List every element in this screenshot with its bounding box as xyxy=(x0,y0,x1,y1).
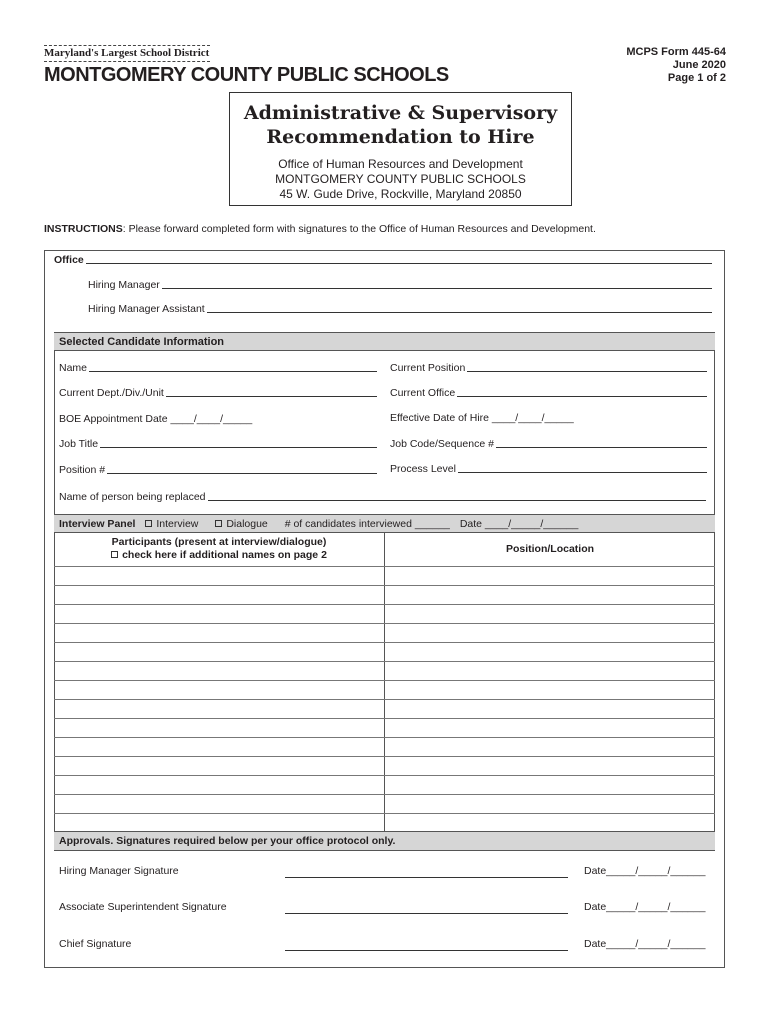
name-input-line[interactable] xyxy=(89,362,377,372)
current-position-field[interactable] xyxy=(390,362,707,374)
hiring-manager-signature-label: Hiring Manager Signature xyxy=(59,865,179,877)
table-row[interactable] xyxy=(54,623,715,624)
page-number: Page 1 of 2 xyxy=(667,72,726,84)
table-row[interactable] xyxy=(54,699,715,700)
hiring-manager-field[interactable] xyxy=(88,279,712,291)
candidates-interviewed-field[interactable]: # of candidates interviewed ______ xyxy=(284,518,450,530)
name-label: Name xyxy=(59,362,88,374)
hiring-manager-signature-line[interactable] xyxy=(285,877,568,878)
boe-date-field[interactable] xyxy=(59,413,377,425)
office-field[interactable] xyxy=(54,254,712,266)
replaced-person-input-line[interactable] xyxy=(208,491,706,501)
assoc-superintendent-signature-label: Associate Superintendent Signature xyxy=(59,901,227,913)
chief-signature-line[interactable] xyxy=(285,950,568,951)
hiring-manager-assistant-field[interactable] xyxy=(88,303,712,315)
additional-names-option[interactable] xyxy=(54,549,384,562)
current-office-label: Current Office xyxy=(390,387,456,399)
form-title-line1: Administrative & Supervisory xyxy=(243,102,558,124)
participants-header-line1: Participants (present at interview/dialogue) xyxy=(111,536,327,548)
interview-option-label: Interview xyxy=(156,518,199,530)
column-divider xyxy=(384,533,385,832)
participants-table xyxy=(54,533,715,832)
table-row[interactable] xyxy=(54,813,715,814)
hiring-manager-input-line[interactable] xyxy=(162,279,712,289)
replaced-person-field[interactable] xyxy=(59,491,706,503)
org-address: 45 W. Gude Drive, Rockville, Maryland 20850 xyxy=(279,187,522,201)
table-row[interactable] xyxy=(54,604,715,605)
office-name: Office of Human Resources and Development xyxy=(278,157,523,171)
instructions xyxy=(44,223,596,235)
position-number-input-line[interactable] xyxy=(107,464,377,474)
effective-date-field[interactable] xyxy=(390,412,707,424)
table-row[interactable] xyxy=(54,737,715,738)
interview-checkbox[interactable] xyxy=(145,520,152,527)
process-level-label: Process Level xyxy=(390,463,456,475)
dialogue-option[interactable] xyxy=(215,518,274,530)
boe-date-label[interactable]: BOE Appointment Date ____/____/_____ xyxy=(59,413,253,425)
job-code-field[interactable] xyxy=(390,438,707,450)
dialogue-option-label: Dialogue xyxy=(226,518,268,530)
interview-option[interactable] xyxy=(145,518,205,530)
approvals-bar xyxy=(54,832,715,851)
instructions-label: INSTRUCTIONS xyxy=(44,223,123,235)
form-identifier xyxy=(626,46,726,85)
hiring-manager-assistant-input-line[interactable] xyxy=(207,303,712,313)
current-dept-label: Current Dept./Div./Unit xyxy=(59,387,164,399)
candidate-section-heading: Selected Candidate Information xyxy=(54,332,715,351)
title-box xyxy=(229,92,572,206)
interview-panel-bar xyxy=(54,514,715,533)
form-date: June 2020 xyxy=(672,59,726,71)
table-row[interactable] xyxy=(54,642,715,643)
form-number: MCPS Form 445-64 xyxy=(626,46,726,58)
position-number-label: Position # xyxy=(59,464,106,476)
job-code-label: Job Code/Sequence # xyxy=(390,438,494,450)
approvals-label: Approvals. xyxy=(59,835,114,847)
position-number-field[interactable] xyxy=(59,464,377,476)
table-row[interactable] xyxy=(54,775,715,776)
office-input-line[interactable] xyxy=(86,254,712,264)
table-row[interactable] xyxy=(54,718,715,719)
chief-signature-date[interactable]: Date_____/_____/______ xyxy=(584,938,706,950)
district-tagline: Maryland's Largest School District xyxy=(44,45,210,62)
current-office-field[interactable] xyxy=(390,387,707,399)
hiring-manager-label: Hiring Manager xyxy=(88,279,160,291)
process-level-field[interactable] xyxy=(390,463,707,475)
additional-names-checkbox[interactable] xyxy=(111,551,118,558)
participants-column-header xyxy=(54,536,384,562)
replaced-person-label: Name of person being replaced xyxy=(59,491,206,503)
job-title-label: Job Title xyxy=(59,438,99,450)
district-name: MONTGOMERY COUNTY PUBLIC SCHOOLS xyxy=(44,64,449,86)
interview-panel-label: Interview Panel xyxy=(59,518,136,530)
effective-date-label[interactable]: Effective Date of Hire ____/____/_____ xyxy=(390,412,574,424)
current-position-label: Current Position xyxy=(390,362,466,374)
hiring-manager-assistant-label: Hiring Manager Assistant xyxy=(88,303,205,315)
current-dept-input-line[interactable] xyxy=(166,387,377,397)
instructions-text: : Please forward completed form with signatures to the Office of Human Resources and Development. xyxy=(122,223,596,235)
table-row[interactable] xyxy=(54,756,715,757)
table-row[interactable] xyxy=(54,794,715,795)
org-name: MONTGOMERY COUNTY PUBLIC SCHOOLS xyxy=(275,172,526,186)
office-label: Office xyxy=(54,254,84,266)
table-row[interactable] xyxy=(54,585,715,586)
hiring-manager-signature-date[interactable]: Date_____/_____/______ xyxy=(584,865,706,877)
job-code-input-line[interactable] xyxy=(496,438,707,448)
table-row[interactable] xyxy=(54,661,715,662)
assoc-superintendent-signature-date[interactable]: Date_____/_____/______ xyxy=(584,901,706,913)
process-level-input-line[interactable] xyxy=(458,463,707,473)
additional-names-label: check here if additional names on page 2 xyxy=(122,549,327,561)
dialogue-checkbox[interactable] xyxy=(215,520,222,527)
table-row[interactable] xyxy=(54,566,715,567)
name-field[interactable] xyxy=(59,362,377,374)
current-dept-field[interactable] xyxy=(59,387,377,399)
position-location-column-header: Position/Location xyxy=(505,543,595,555)
interview-date-field[interactable]: Date ____/_____/______ xyxy=(459,518,579,530)
job-title-input-line[interactable] xyxy=(100,438,377,448)
chief-signature-label: Chief Signature xyxy=(59,938,132,950)
assoc-superintendent-signature-line[interactable] xyxy=(285,913,568,914)
table-row[interactable] xyxy=(54,680,715,681)
current-position-input-line[interactable] xyxy=(467,362,707,372)
current-office-input-line[interactable] xyxy=(457,387,707,397)
form-title-line2: Recommendation to Hire xyxy=(266,126,535,148)
approvals-text: Signatures required below per your office protocol only. xyxy=(116,835,396,847)
job-title-field[interactable] xyxy=(59,438,377,450)
